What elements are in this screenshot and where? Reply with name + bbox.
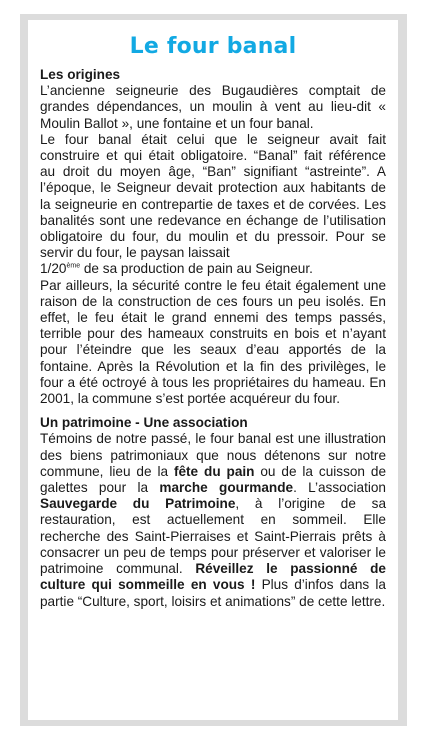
paragraph-securite: Par ailleurs, la sécurité contre le feu était également une raison de la construction de ces fours un peu isolés. En effet, le feu était le grand ennemi des temps passés, terrible pour des hameaux construits en bois et n’ayant pour l’éteindre que les seaux d’eau apportés de la fontaine. Après la Révolution et la fin des privilèges, le four a été octroyé à tous les propriétaires du hameau. En 2001, la commune s’est portée acquéreur du four. (40, 277, 386, 407)
highlight-association-name: Sauvegarde du Patrimoine (40, 496, 236, 512)
paragraph-patrimoine (40, 431, 386, 609)
text-run: . L’association (293, 480, 386, 496)
highlight-fete-du-pain: fête du pain (173, 463, 255, 479)
paragraph-banal-text: Le four banal était celui que le seigneur avait fait construire et qui était obligatoire. “Banal” fait référence au droit du moyen âge, “Ban” signifiant “astreinte”. A l’époque, le Seigneur devait protection aux habitants de la seigneurie en contrepartie de taxes et de corvées. Les banalités sont une redevance en échange de l’utilisation obligatoire du four, du moulin et du pressoir. Pour se servir du four, le paysan laissait (40, 131, 386, 261)
highlight-marche-gourmande: marche gourmande (159, 480, 294, 496)
paragraph-banal (40, 132, 386, 278)
section-origines (40, 67, 386, 407)
fraction-value: 1/20 (40, 261, 67, 277)
paragraph-banal-end: de sa production de pain au Seigneur. (80, 261, 313, 277)
highlight-call-to-action: Réveillez le passionné de culture qui sommeille en vous ! (40, 561, 386, 593)
text-run: Témoins de notre passé, le four banal est une illustration des biens patrimoniaux que nous détenons sur notre commune, lieu de la (40, 431, 386, 479)
paragraph-intro: L’ancienne seigneurie des Bugaudières comptait de grandes dépendances, un moulin à vent au lieu-dit « Moulin Ballot », une fontaine et un four banal. (40, 83, 386, 131)
text-run: , à l’origine de sa restauration, est actuellement en sommeil. Elle recherche des Saint-Pierraises et Saint-Pierrais prêts à consacrer un peu de temps pour préserver et valoriser le patrimoine communal. (40, 496, 386, 577)
fraction-suffix: ème (66, 262, 81, 270)
section-heading-origines: Les origines (40, 67, 121, 82)
text-run: Plus d’infos dans la partie “Culture, sport, loisirs et animations” de cette lettre. (40, 577, 386, 609)
article-card (28, 20, 398, 720)
section-heading-patrimoine: Un patrimoine - Une association (40, 415, 248, 431)
section-patrimoine (40, 415, 386, 609)
text-run: ou de la cuisson de galettes pour la (40, 463, 387, 496)
article-title: Le four banal (129, 34, 297, 59)
